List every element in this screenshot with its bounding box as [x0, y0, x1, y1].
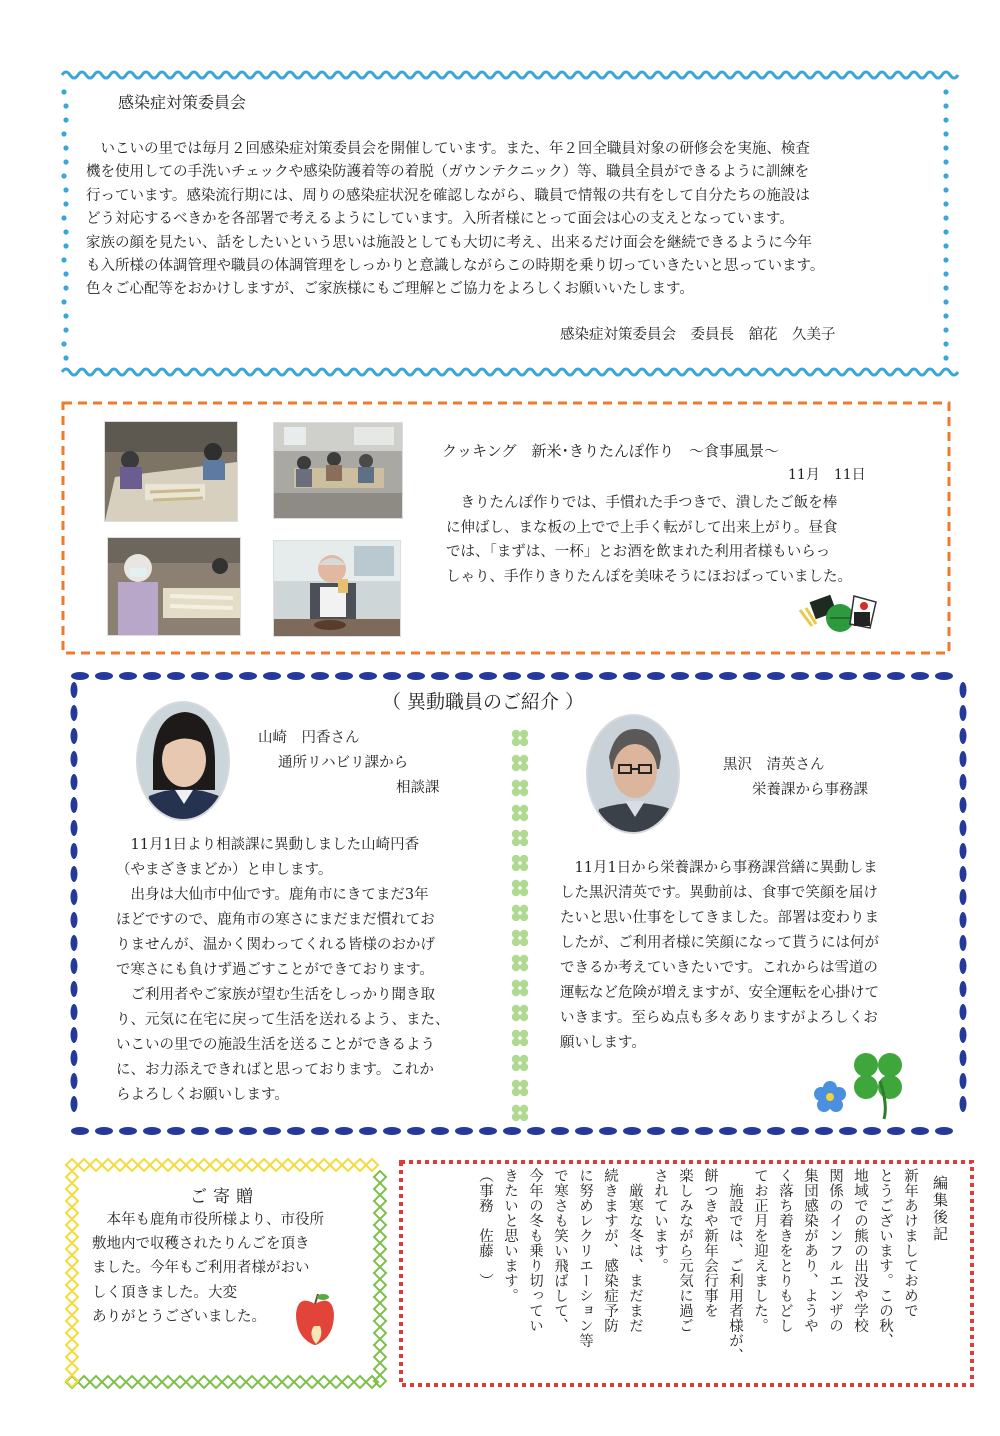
body-column: に努めレクリエーション等 — [577, 1168, 593, 1348]
body-column: されています。 — [652, 1168, 668, 1273]
body-line: では、「まずは、一杯」とお酒を飲まれた利用者様もいらっ — [446, 544, 831, 560]
body-line: 11月1日から栄養課から事務課営繕に異動しま — [560, 860, 878, 876]
body-column: とうございます。この秋、 — [877, 1168, 893, 1348]
body-line: いこいの里では毎月２回感染症対策委員会を開催しています。また、年２回全職員対象の研修会を実施、検査 — [86, 141, 810, 157]
body-line: 行っています。感染流行期には、周りの感染症状況を確認しながら、職員で情報の共有をして自分たちの施設は — [86, 187, 810, 204]
body-column: く落ち着きをとりもどし — [777, 1168, 793, 1333]
body-line: たいと思い仕事をしてきました。部署は変わりま — [560, 910, 879, 926]
cooking-date: 11月 11日 — [788, 467, 866, 483]
body-column: 厳寒な冬は、まだまだ — [627, 1168, 643, 1333]
transfer-title: （ 異動職員のご紹介 ） — [382, 691, 585, 713]
body-line: に伸ばし、まな板の上でで上手く転がして出来上がり。昼食 — [446, 519, 838, 536]
committee-signature: 感染症対策委員会 委員長 舘花 久美子 — [560, 327, 836, 343]
body-line: どう対応するべきかを各部署で考えるようにしています。入所者様にとって面会は心の支えとなっています。 — [86, 211, 794, 228]
staff-right-from-to: 栄養課から事務課 — [752, 782, 868, 798]
body-line: 願いします。 — [560, 1035, 646, 1051]
body-column: 今年の冬も乗り切ってい — [527, 1168, 543, 1333]
body-line: 出身は大仙市中仙です。鹿角市にきてまだ3年 — [116, 887, 429, 903]
body-column: 餅つきや新年会行事を — [702, 1168, 718, 1318]
body-line: 本年も鹿角市役所様より、市役所 — [92, 1212, 324, 1228]
cooking-title: クッキング 新米･きりたんぽ作り ～食事風景～ — [442, 442, 780, 460]
body-column: てお正月を迎えました。 — [752, 1168, 768, 1333]
body-column: 楽しみながら元気に過ご — [677, 1168, 693, 1333]
body-line: しゃり、手作りきりたんぽを美味そうにほおばっていました。 — [446, 568, 852, 585]
body-line: いこいの里での施設生活を送ることができるよう — [116, 1037, 435, 1053]
donation-title: ご寄贈 — [190, 1187, 259, 1207]
body-line: しく頂きました。大変 — [92, 1284, 237, 1301]
body-line: ほどですので、鹿角市の寒さにまだまだ慣れてお — [116, 912, 435, 928]
body-column: 新年あけましておめで — [902, 1168, 918, 1318]
staff-left-name: 山崎 円香さん — [258, 730, 360, 746]
body-line: きりたんぽ作りでは、手慣れた手つきで、潰したご飯を棒 — [446, 495, 838, 511]
body-column: 施設では、ご利用者様が、 — [727, 1168, 743, 1363]
body-line: らよろしくお願いします。 — [116, 1087, 289, 1103]
body-column: 集団感染があり、ようや — [802, 1168, 818, 1333]
body-line: したが、ご利用者様に笑顔になって貰うには何が — [560, 935, 879, 951]
body-line: 機を使用しての手洗いチェックや感染防護着等の着脱（ガウンテクニック）等、職員全員ができるように訓練を — [86, 164, 810, 181]
editorial-body — [430, 1168, 922, 1376]
body-column: きたいと思います。 — [502, 1168, 518, 1303]
body-column: 地域での熊の出没や学校 — [852, 1168, 868, 1333]
body-line: いきます。至らぬ点も多々ありますがよろしくお — [560, 1010, 878, 1026]
staff-left-from: 通所リハビリ課から — [278, 755, 409, 771]
body-line: 敷地内で収穫されたりんごを頂き — [92, 1236, 310, 1253]
body-line: 11月1日より相談課に異動しました山崎円香 — [116, 837, 420, 853]
body-column: 続きますが、感染症予防 — [602, 1168, 618, 1333]
staff-left-to: 相談課 — [396, 780, 440, 796]
editorial-title: 編集後記 — [931, 1175, 949, 1243]
body-line: 色々ご心配等をおかけしますが、ご家族様にもご理解とご協力をよろしくお願いいたします。 — [86, 281, 694, 298]
body-line: した黒沢清英です。異動前は、食事で笑顔を届け — [560, 885, 878, 901]
infection-committee-title: 感染症対策委員会 — [118, 93, 247, 112]
body-line: りませんが、温かく関わってくれる皆様のおかげ — [116, 937, 435, 953]
body-column: （事務 佐藤 ） — [477, 1168, 493, 1288]
body-line: も入所様の体調管理や職員の体調管理をしっかりと意識しながらこの時期を乗り切っていきたいと思っています。 — [86, 258, 825, 275]
body-line: で寒さにも負けず過ごすことができております。 — [116, 962, 434, 978]
body-column: で寒さも笑い飛ばして、 — [552, 1168, 568, 1333]
body-line: 運転など危険が増えますが、安全運転を心掛けて — [560, 985, 879, 1001]
body-line: ありがとうございました。 — [92, 1308, 266, 1325]
body-line: （やまざきまどか）と申します。 — [116, 862, 333, 878]
body-line: り、元気に在宅に戻って生活を送れるよう、また、 — [116, 1012, 450, 1028]
staff-right-name: 黒沢 清英さん — [723, 757, 825, 773]
body-line: できるか考えていきたいです。これからは雪道の — [560, 960, 878, 976]
body-line: 家族の顔を見たい、話をしたいという思いは施設としても大切に考え、出来るだけ面会を継続できるように今年 — [86, 234, 812, 251]
body-column: 関係のインフルエンザの — [827, 1168, 843, 1333]
body-line: ご利用者やご家族が望む生活をしっかり聞き取 — [116, 987, 435, 1003]
body-line: に、お力添えできればと思っております。これか — [116, 1062, 434, 1078]
body-line: ました。今年もご利用者様がおい — [92, 1260, 310, 1277]
